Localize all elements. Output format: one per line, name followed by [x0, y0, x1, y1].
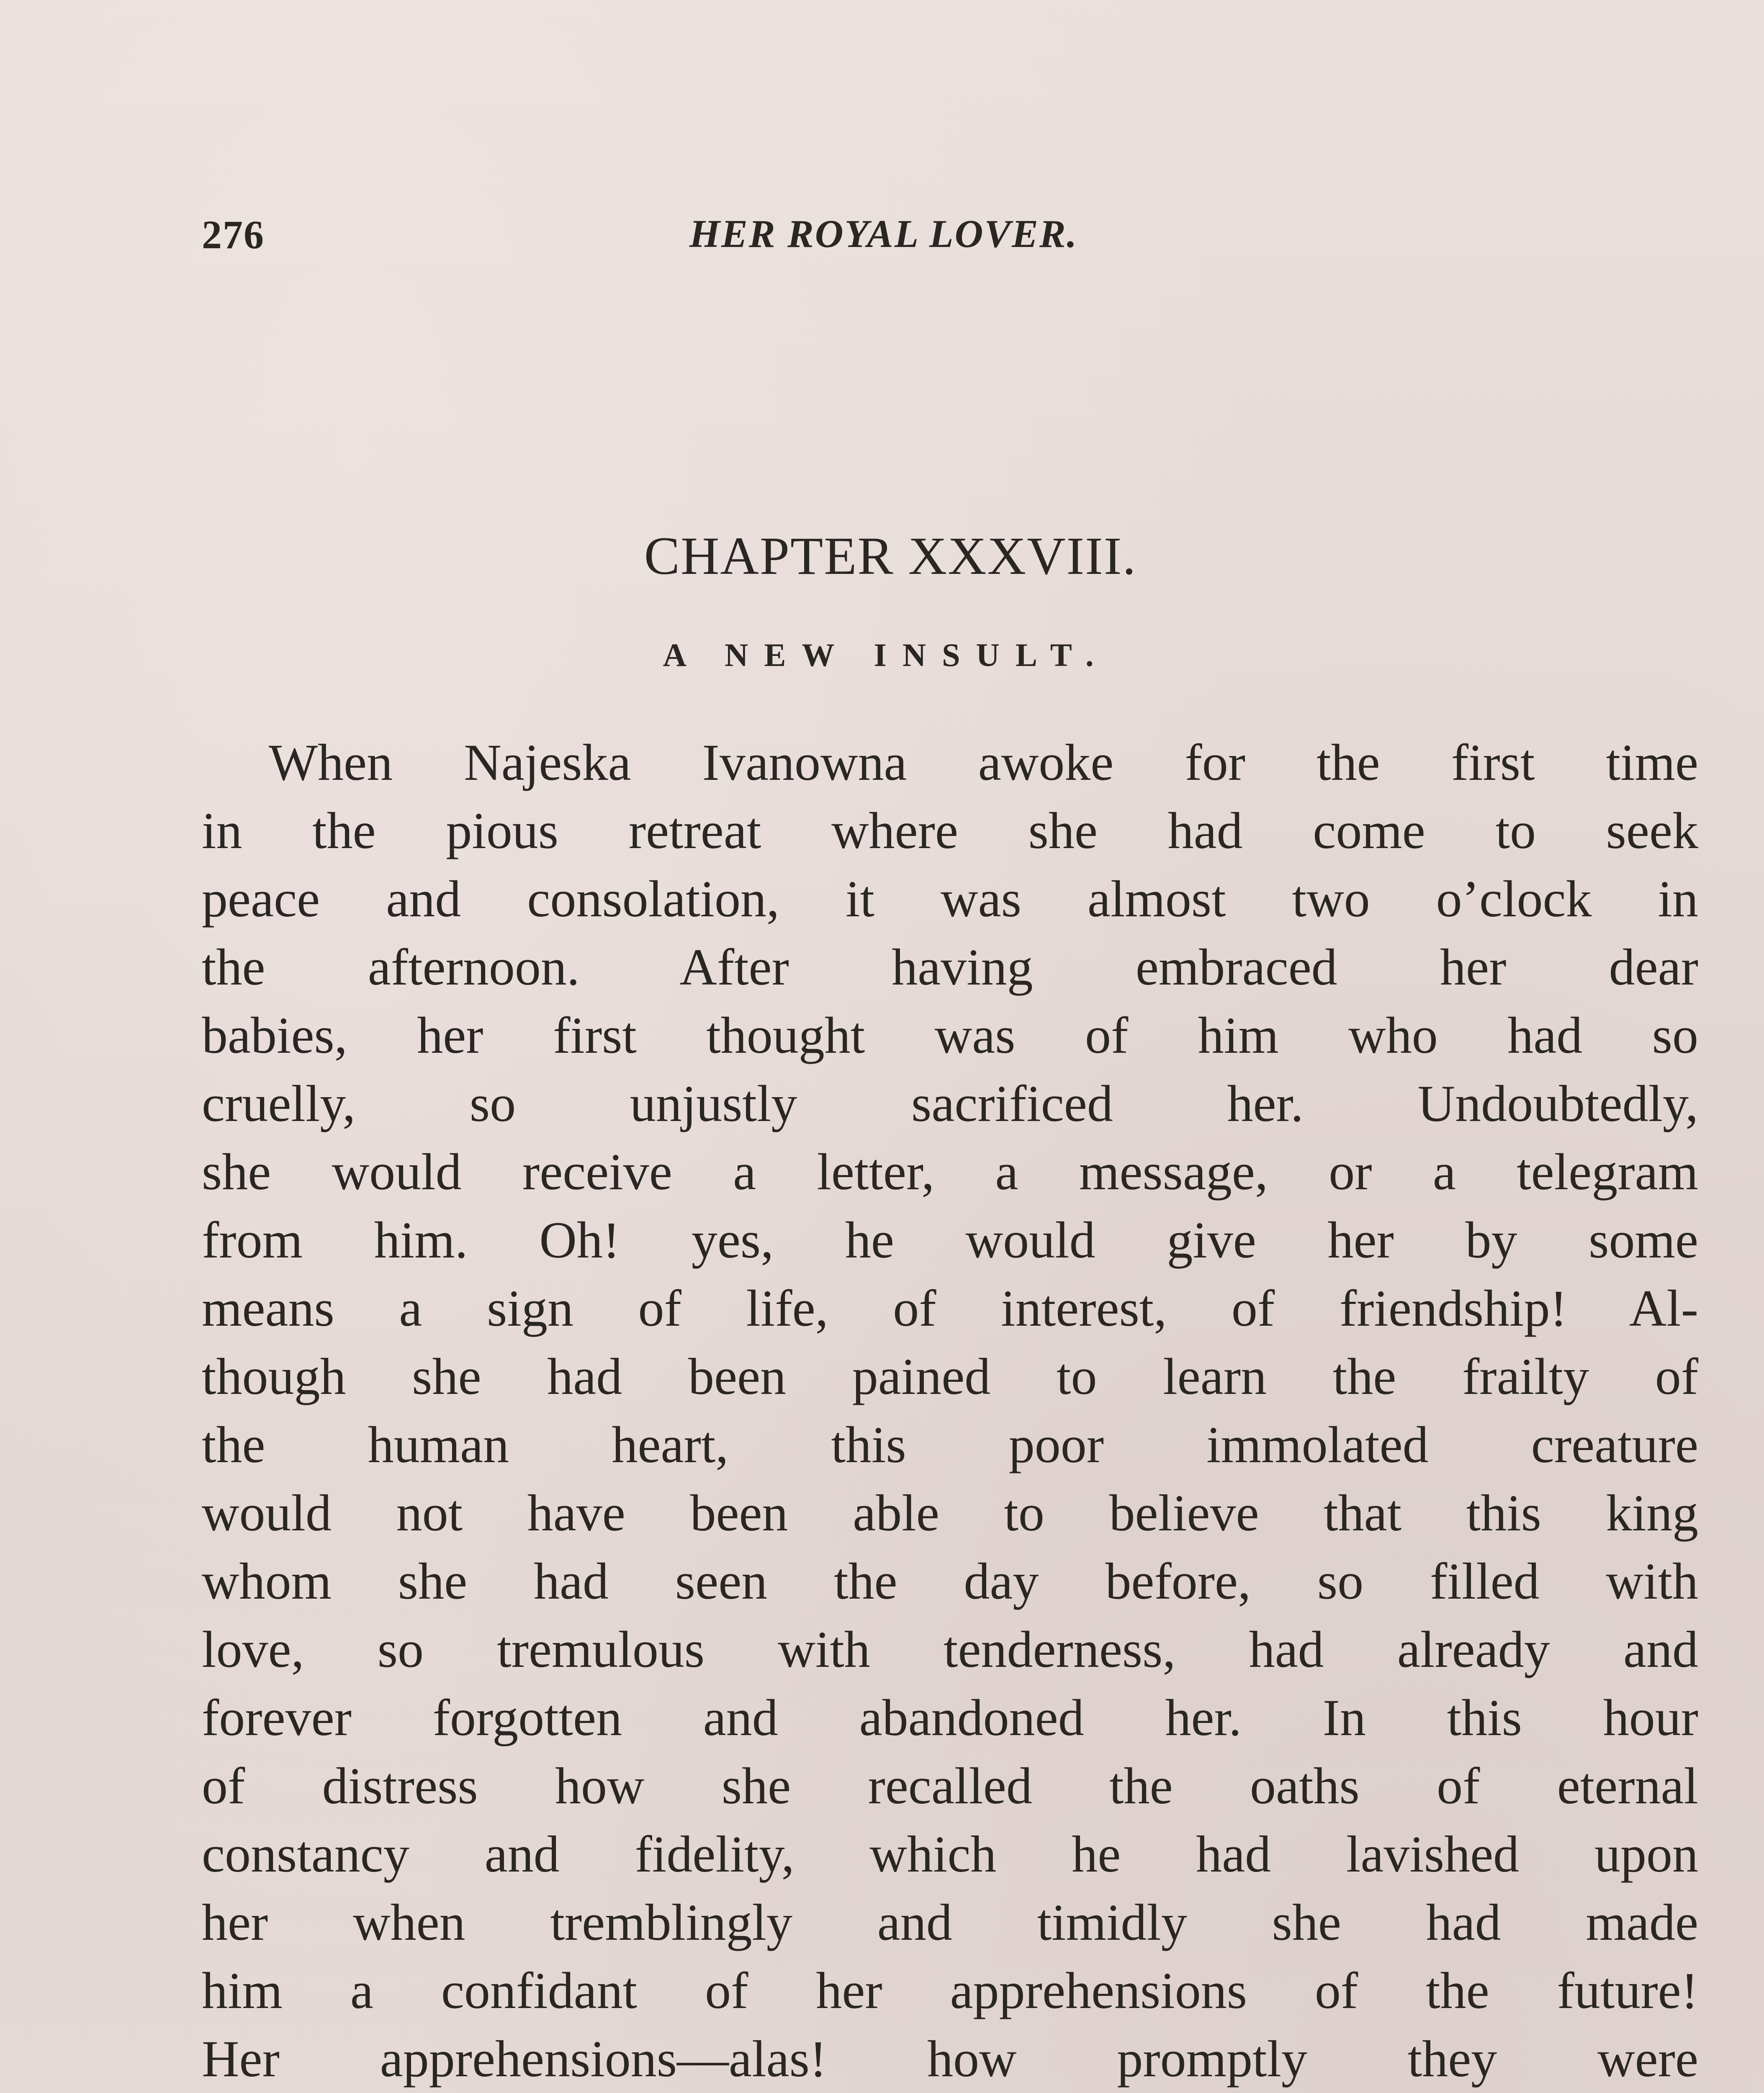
running-head	[202, 211, 1696, 262]
body-text	[202, 728, 1698, 2093]
text-line: of distress how she recalled the oaths of eternal	[202, 1757, 1698, 1815]
text-line: babies, her first thought was of him who had so	[202, 1007, 1698, 1064]
text-line: means a sign of life, of interest, of friendship! Al-	[202, 1280, 1698, 1337]
text-line: love, so tremulous with tenderness, had already and	[202, 1621, 1698, 1678]
page-number: 276	[202, 212, 265, 257]
text-line: Her apprehensions—alas! how promptly they were	[202, 2030, 1698, 2088]
text-line: him a confidant of her apprehensions of the future!	[202, 1962, 1698, 2019]
text-line: the human heart, this poor immolated creature	[202, 1416, 1698, 1473]
text-line: in the pious retreat where she had come to seek	[202, 802, 1698, 859]
text-line: whom she had seen the day before, so filled with	[202, 1553, 1698, 1610]
text-line: her when tremblingly and timidly she had made	[202, 1894, 1698, 1951]
text-line: from him. Oh! yes, he would give her by some	[202, 1211, 1698, 1269]
chapter-title: CHAPTER XXXVIII.	[644, 526, 1137, 586]
paragraph-1	[202, 728, 1698, 2093]
chapter-subtitle: A NEW INSULT.	[663, 637, 1110, 673]
text-line: she would receive a letter, a message, or a telegram	[202, 1143, 1698, 1201]
running-title: HER ROYAL LOVER.	[689, 212, 1078, 256]
text-line: When Najeska Ivanowna awoke for the first time	[269, 734, 1698, 791]
text-line: forever forgotten and abandoned her. In this hour	[202, 1689, 1698, 1746]
text-line: peace and consolation, it was almost two o’clock in	[202, 870, 1698, 928]
text-line: would not have been able to believe that this king	[202, 1484, 1698, 1542]
text-line: constancy and fidelity, which he had lavished upon	[202, 1826, 1698, 1883]
text-line: though she had been pained to learn the frailty of	[202, 1348, 1698, 1405]
text-line: the afternoon. After having embraced her dear	[202, 939, 1698, 996]
text-line: cruelly, so unjustly sacrificed her. Undoubtedly,	[202, 1075, 1698, 1132]
